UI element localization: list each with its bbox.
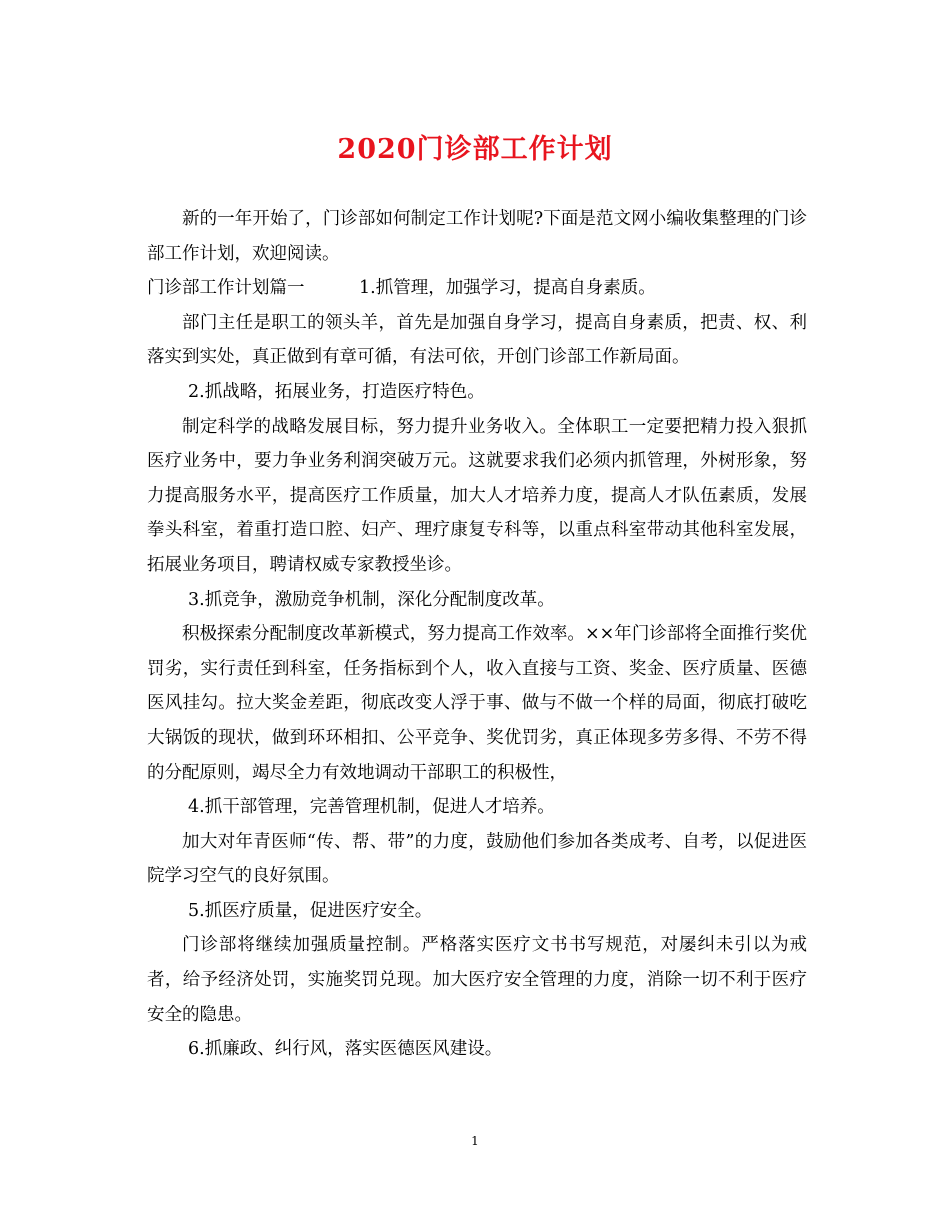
item6-heading: 6.抓廉政、纠行风，落实医德医风建设。: [188, 1039, 503, 1060]
item2-paragraph: 制定科学的战略发展目标，努力提升业务收入。全体职工一定要把精力投入狠抓医疗业务中，要力争业务利润突破万元。这就要求我们必须内抓管理，外树形象，努力提高服务水平，提高医疗工作质量，加大人才培养力度，提高人才队伍素质，发展拳头科室，着重打造口腔、妇产、理疗康复专科等，以重点科室带动其他科室发展，拓展业务项目，聘请权威专家教授坐诊。: [147, 416, 807, 575]
item4-paragraph: 加大对年青医师“传、帮、带”的力度，鼓励他们参加各类成考、自考，以促进医院学习空气的良好氛围。: [147, 831, 807, 887]
item2-heading: 2.抓战略，拓展业务，打造医疗特色。: [188, 381, 485, 402]
document-title: 2020门诊部工作计划: [337, 134, 613, 165]
section-line: [147, 271, 807, 306]
item3-heading: 3.抓竞争，激励竞争机制，深化分配制度改革。: [188, 589, 555, 610]
document-body: [147, 202, 807, 1067]
item4-heading: 4.抓干部管理，完善管理机制，促进人才培养。: [188, 797, 555, 818]
section-label: 门诊部工作计划篇一: [147, 278, 305, 299]
item5-heading: 5.抓医疗质量，促进医疗安全。: [188, 900, 433, 921]
item1-paragraph: 部门主任是职工的领头羊，首先是加强自身学习，提高自身素质，把责、权、利落实到实处，真正做到有章可循，有法可依，开创门诊部工作新局面。: [147, 312, 807, 368]
item3-paragraph: 积极探索分配制度改革新模式，努力提高工作效率。××年门诊部将全面推行奖优罚劣，实行责任到科室，任务指标到个人，收入直接与工资、奖金、医疗质量、医德医风挂勾。拉大奖金差距，彻底改变人浮于事、做与不做一个样的局面，彻底打破吃大锅饭的现状，做到环环相扣、公平竞争、奖优罚劣，真正体现多劳多得、不劳不得的分配原则，竭尽全力有效地调动干部职工的积极性，: [147, 624, 807, 783]
item1-heading: 1.抓管理，加强学习，提高自身素质。: [359, 278, 656, 299]
page-number: 1: [471, 1134, 479, 1148]
intro-paragraph: 新的一年开始了，门诊部如何制定工作计划呢?下面是范文网小编收集整理的门诊部工作计划，欢迎阅读。: [147, 209, 807, 264]
item5-paragraph: 门诊部将继续加强质量控制。严格落实医疗文书书写规范，对屡纠未引以为戒者，给予经济处罚，实施奖罚兑现。加大医疗安全管理的力度，消除一切不利于医疗安全的隐患。: [147, 935, 807, 1025]
